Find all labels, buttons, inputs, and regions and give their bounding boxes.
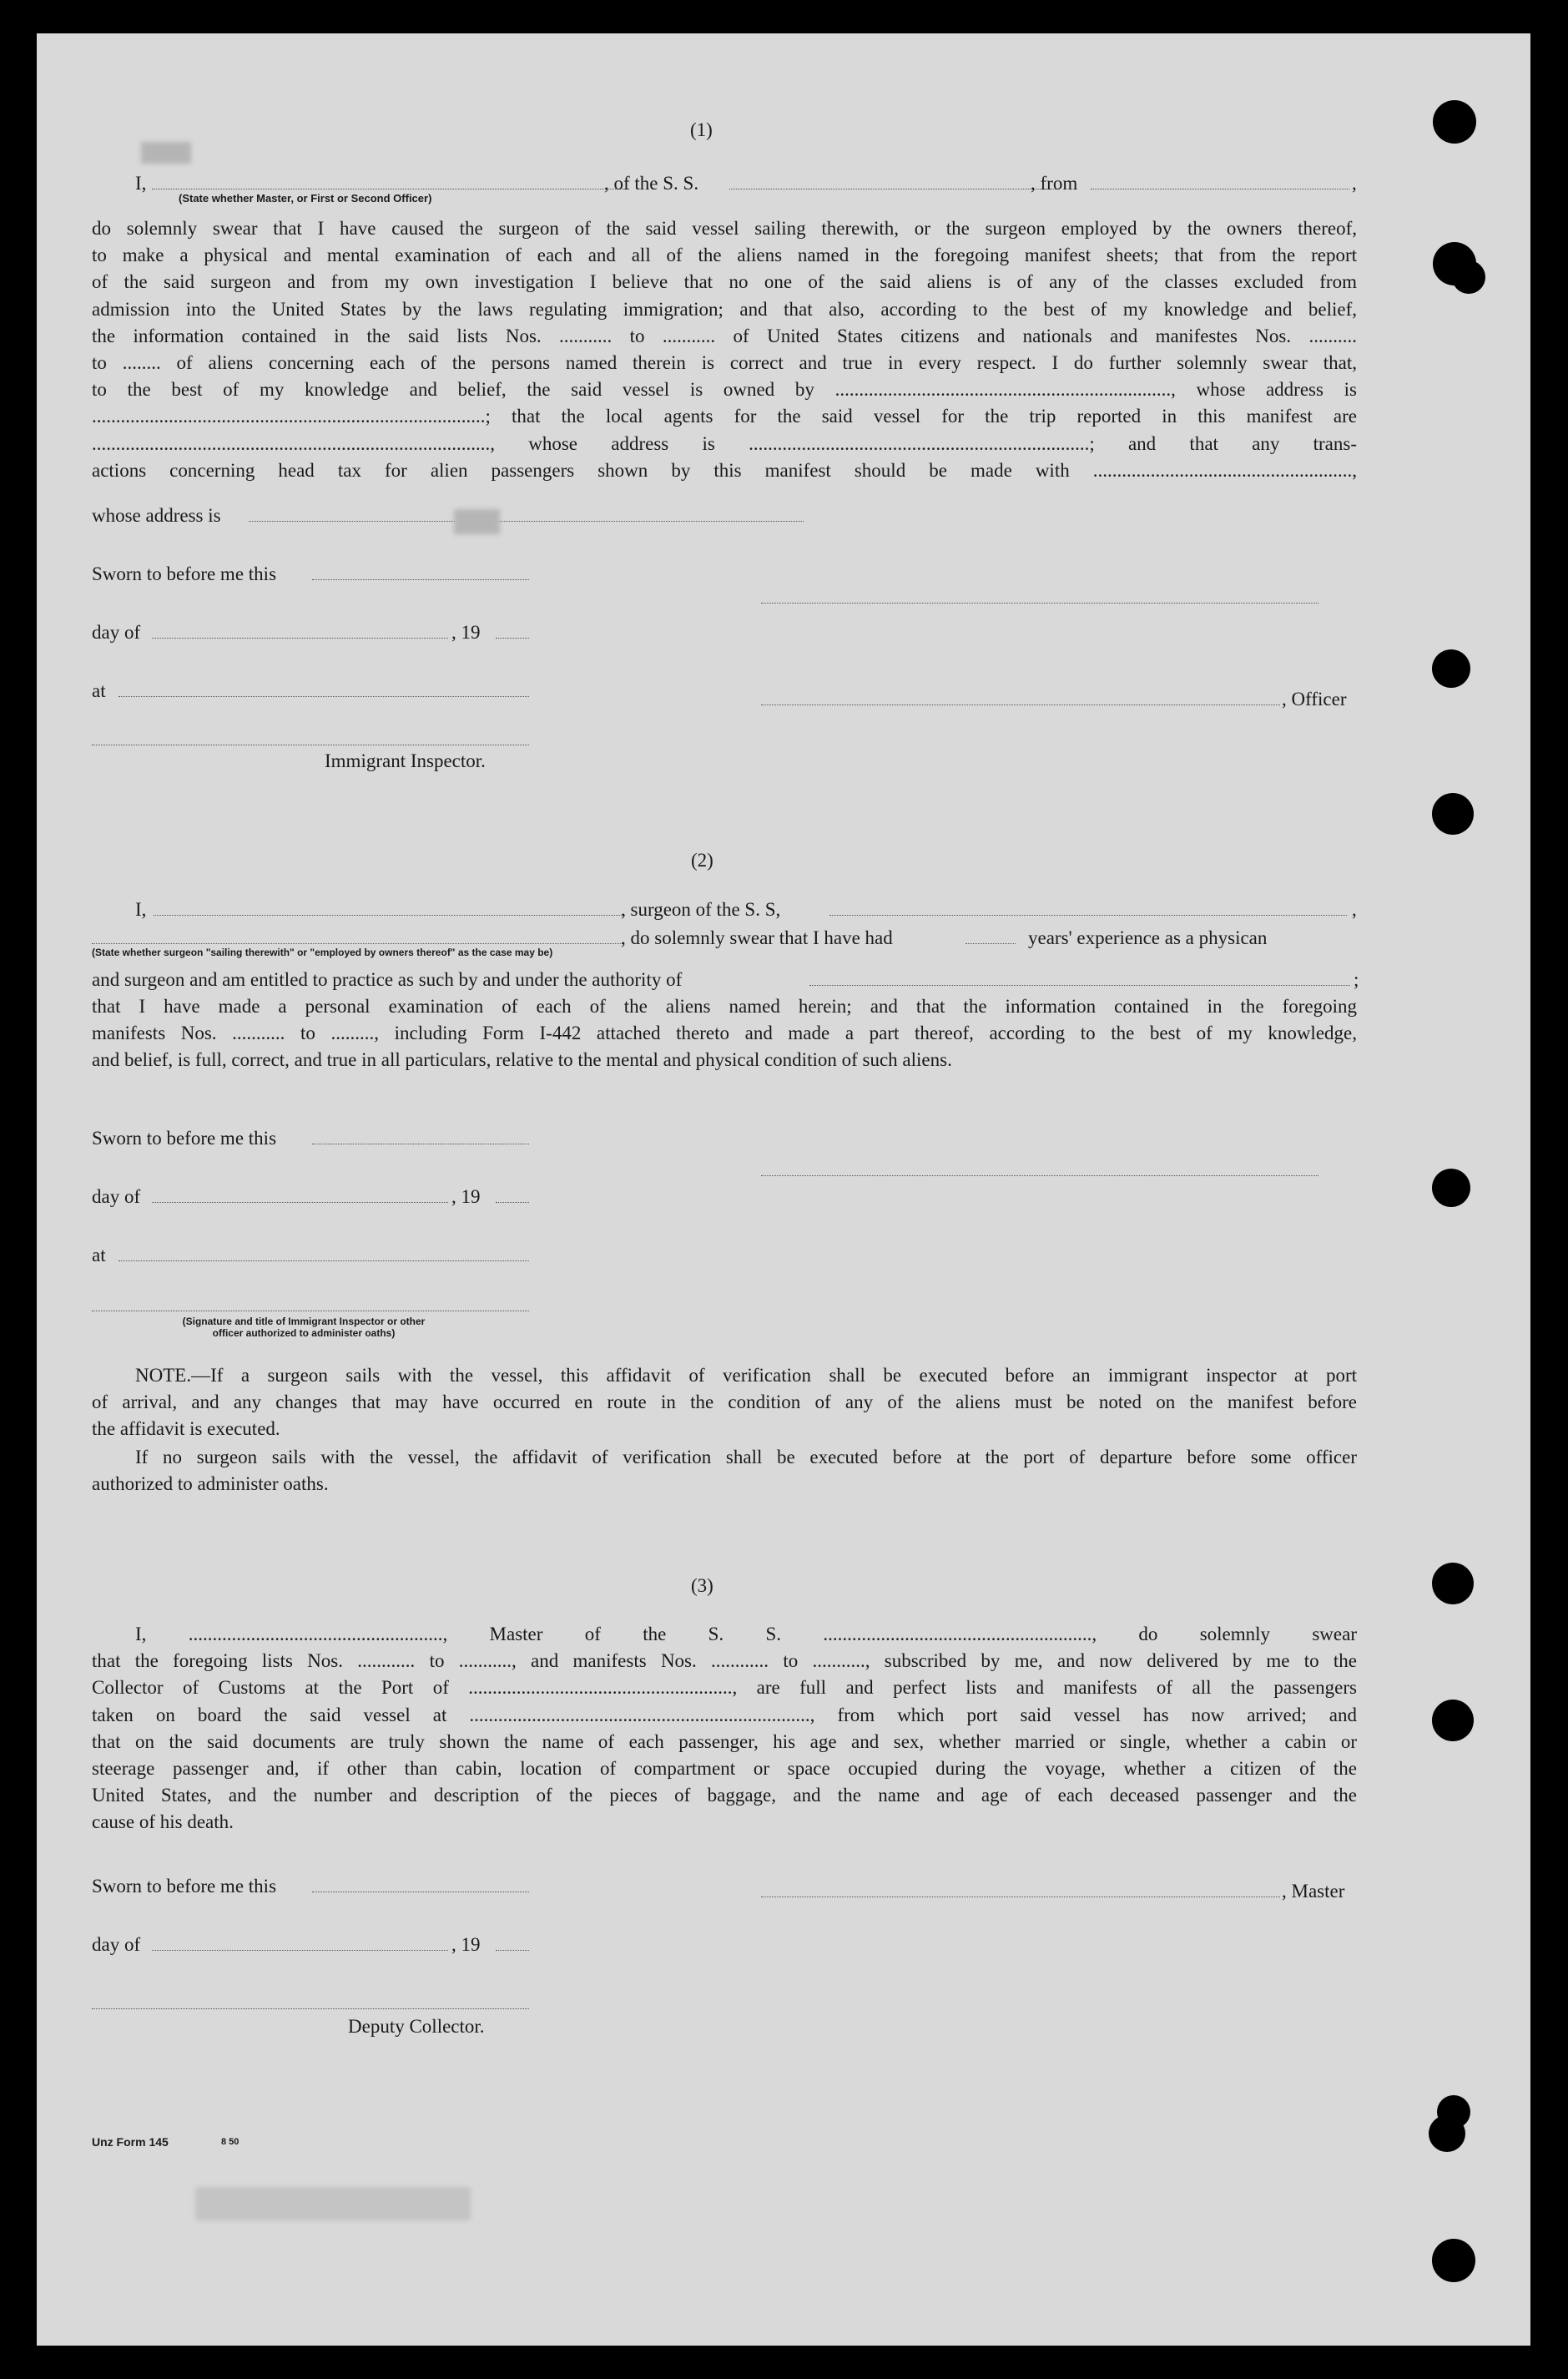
s3-para-line: that on the said documents are truly shown the name of each passenger, his age and sex, whether married or single, whether a cabin or — [92, 1730, 1357, 1752]
s1-whose-address-line[interactable] — [249, 521, 804, 522]
s2-surgeon-of-label: , surgeon of the S. S, — [621, 899, 781, 920]
s2-note2-paragraph — [92, 1444, 1357, 1471]
s1-from-label: , from — [1031, 173, 1078, 194]
s2-name-line[interactable] — [154, 915, 625, 916]
s2-at-label: at — [92, 1245, 106, 1265]
s3-day-of-label: day of — [92, 1934, 141, 1955]
punch-hole — [1432, 649, 1470, 688]
s2-year-line[interactable] — [496, 1202, 529, 1203]
s2-day-line[interactable] — [152, 1202, 448, 1203]
s2-at-line[interactable] — [118, 1260, 529, 1261]
punch-hole — [1432, 1700, 1474, 1741]
s2-year-label: , 19 — [451, 1186, 481, 1207]
s2-swear-text: , do solemnly swear that I have had — [621, 927, 893, 948]
section-2-number: (2) — [691, 850, 713, 871]
s3-para-line: taken on board the said vessel at ......................................................................., from which port said vessel has now arrived; and — [92, 1704, 1357, 1725]
punch-hole — [1429, 2115, 1465, 2152]
s3-para-line: steerage passenger and, if other than cabin, location of compartment or space occupied during the voyage, whether a citizen of the — [92, 1758, 1357, 1780]
s3-sworn-label: Sworn to before me this — [92, 1876, 277, 1897]
s2-authority-text: and surgeon and am entitled to practice as such by and under the authority of — [92, 969, 683, 990]
s1-year-label: , 19 — [451, 622, 481, 643]
s1-para-line: ..................................................................................., whose address is .......................................................................; and that any trans- — [92, 432, 1357, 454]
s3-year-line[interactable] — [496, 1950, 529, 1951]
s2-years-line[interactable] — [966, 943, 1016, 944]
punch-hole — [1432, 1169, 1470, 1207]
s2-surgeon-signature-line[interactable] — [761, 1175, 1318, 1176]
s2-note2-last-line: authorized to administer oaths. — [92, 1473, 329, 1494]
form-number: Unz Form 145 — [92, 2135, 169, 2149]
s2-comma: , — [1352, 899, 1357, 920]
s2-note-line: of arrival, and any changes that may have occurred en route in the condition of any of the aliens must be noted on the manifest before — [92, 1392, 1357, 1413]
s3-year-label: , 19 — [451, 1934, 481, 1955]
s2-para-last-line: and belief, is full, correct, and true in all particulars, relative to the mental and physical condition of such aliens. — [92, 1049, 952, 1070]
s3-para-line: United States, and the number and description of the pieces of baggage, and the name and age of each deceased passenger and the — [92, 1785, 1357, 1806]
s2-signature-note-line: officer authorized to administer oaths) — [212, 1327, 396, 1339]
s2-note-paragraph — [92, 1362, 1357, 1416]
s3-para-line: Collector of Customs at the Port of ......................................................., are full and perfect lists and manifests of all the passengers — [92, 1677, 1357, 1699]
s3-para-last-line: cause of his death. — [92, 1811, 234, 1832]
s1-para-line: of the said surgeon and from my own investigation I believe that no one of the said aliens is of any of the classes excluded from — [92, 271, 1357, 293]
form-code: 8 50 — [221, 2137, 239, 2147]
s3-paragraph — [92, 1621, 1357, 1809]
s2-surgeon-note: (State whether surgeon "sailing therewith" or "employed by owners thereof" as the case may be) — [92, 947, 553, 958]
s1-whose-address: whose address is — [92, 505, 221, 526]
s3-deputy-label: Deputy Collector. — [348, 2016, 485, 2037]
s2-paragraph — [92, 993, 1357, 1047]
s2-years-text: years' experience as a physican — [1028, 927, 1268, 948]
s2-para-line: manifests Nos. ........... to ........., including Form I-442 attached thereto and made a part thereof, according to the best of my knowledge, — [92, 1023, 1357, 1044]
s3-master-label: , Master — [1282, 1881, 1345, 1902]
punch-hole — [1432, 2239, 1475, 2282]
s1-officer-label: , Officer — [1282, 689, 1347, 710]
ink-smudge — [454, 509, 500, 534]
s1-para-line: ..................................................................................; that the local agents for the said vessel for the trip reported in this manifest are — [92, 406, 1357, 427]
s1-day-line[interactable] — [152, 638, 448, 639]
s1-para-line: actions concerning head tax for alien passengers shown by this manifest should be made with ......................................................, — [92, 459, 1357, 481]
s1-officer-note: (State whether Master, or First or Second Officer) — [179, 192, 432, 205]
s2-note2-line: If no surgeon sails with the vessel, the affidavit of verification shall be executed before at the port of departure before some officer — [135, 1447, 1357, 1467]
s2-semicolon: ; — [1354, 969, 1359, 990]
s1-year-line[interactable] — [496, 638, 529, 639]
s2-note-last-line: the affidavit is executed. — [92, 1418, 280, 1439]
s2-authority-line[interactable] — [809, 985, 1350, 986]
s2-status-line[interactable] — [92, 943, 623, 944]
ink-smudge — [195, 2187, 471, 2220]
s2-signature-note-line: (Signature and title of Immigrant Inspector or other — [182, 1316, 426, 1327]
s2-signature-note — [120, 1316, 487, 1339]
s1-sworn-label: Sworn to before me this — [92, 563, 277, 584]
s1-at-label: at — [92, 680, 106, 701]
s3-para-line: I, ....................................................., Master of the S. S. ........................................................, do solemnly swear — [135, 1624, 1357, 1644]
s1-officer-signature-line[interactable] — [761, 603, 1318, 604]
s2-i-label: I, — [135, 899, 147, 920]
s1-sworn-line[interactable] — [312, 579, 529, 580]
s2-sworn-label: Sworn to before me this — [92, 1128, 277, 1149]
s1-paragraph — [92, 215, 1357, 484]
s2-note-line: NOTE.—If a surgeon sails with the vessel, this affidavit of verification shall be executed before an immigrant inspector at port — [135, 1365, 1357, 1386]
s1-day-of-label: day of — [92, 622, 141, 643]
ink-smudge — [141, 142, 191, 164]
punch-hole — [1432, 1563, 1474, 1604]
s3-para-line: that the foregoing lists Nos. ............ to ..........., and manifests Nos. ............ to ..........., subscribed by me, and now delivered by me to the — [92, 1650, 1357, 1672]
s1-i-label: I, — [135, 173, 147, 194]
s1-of-ss-label: , of the S. S. — [604, 173, 699, 194]
s1-para-line: admission into the United States by the laws regulating immigration; and that also, according to the best of my knowledge and belief, — [92, 298, 1357, 320]
s1-at-line[interactable] — [118, 696, 529, 697]
s1-comma: , — [1352, 173, 1357, 194]
section-1-number: (1) — [690, 119, 713, 140]
s2-vessel-line[interactable] — [829, 915, 1347, 916]
s1-para-line: to make a physical and mental examination of each and all of the aliens named in the foregoing manifest sheets; that from the report — [92, 245, 1357, 266]
section-3-number: (3) — [691, 1575, 713, 1596]
s1-para-line: to ........ of aliens concerning each of the persons named therein is correct and true in every respect. I do further solemnly swear that, — [92, 352, 1357, 374]
document-page — [37, 33, 1530, 2346]
punch-hole — [1433, 100, 1476, 144]
s3-deputy-signature-line[interactable] — [92, 2008, 529, 2009]
punch-hole — [1432, 793, 1474, 835]
s1-para-line: to the best of my knowledge and belief, the said vessel is owned by ......................................................................, whose address is — [92, 379, 1357, 401]
s2-para-line: that I have made a personal examination of each of the aliens named herein; and that the information contained in the foregoing — [92, 996, 1357, 1017]
s1-para-line: do solemnly swear that I have caused the surgeon of the said vessel sailing therewith, or the surgeon employed by the owners thereof, — [92, 218, 1357, 239]
s1-para-line: the information contained in the said lists Nos. ........... to ........... of United States citizens and nationals and manifestes Nos. .......... — [92, 325, 1357, 346]
punch-hole — [1452, 260, 1485, 294]
s1-inspector-label: Immigrant Inspector. — [325, 750, 486, 771]
s2-day-of-label: day of — [92, 1186, 141, 1207]
s3-day-line[interactable] — [152, 1950, 448, 1951]
